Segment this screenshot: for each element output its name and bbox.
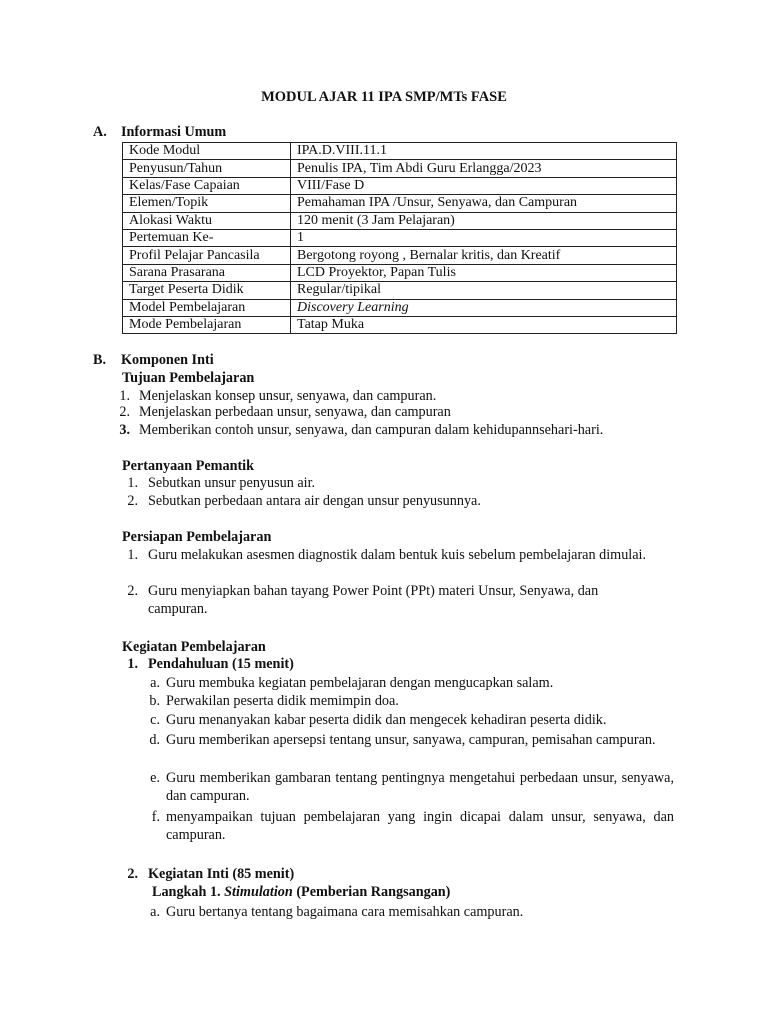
table-key: Mode Pembelajaran	[123, 316, 291, 333]
table-value: IPA.D.VIII.11.1	[291, 143, 677, 160]
table-row	[123, 229, 677, 246]
persiapan-heading: Persiapan Pembelajaran	[122, 529, 272, 545]
table-key: Kode Modul	[123, 143, 291, 160]
table-row	[123, 160, 677, 177]
list-text: Sebutkan perbedaan antara air dengan unsur penyusunnya.	[148, 493, 481, 509]
list-text: Perwakilan peserta didik memimpin doa.	[166, 693, 399, 709]
table-key: Penyusun/Tahun	[123, 160, 291, 177]
table-key: Alokasi Waktu	[123, 212, 291, 229]
table-key: Sarana Prasarana	[123, 264, 291, 281]
list-text: Guru memberikan gambaran tentang pentingnya mengetahui perbedaan unsur, senyawa, dan campuran.	[166, 770, 674, 804]
list-number: 1.	[127, 475, 138, 491]
table-value: Regular/tipikal	[291, 282, 677, 299]
table-row	[123, 177, 677, 194]
section-a-letter: A.	[93, 124, 107, 140]
table-row	[123, 316, 677, 333]
list-text: Guru bertanya tentang bagaimana cara memisahkan campuran.	[166, 904, 524, 920]
pendahuluan-title: Pendahuluan (15 menit)	[148, 656, 294, 672]
list-number: 3.	[119, 422, 130, 438]
langkah-suffix: (Pemberian Rangsangan)	[296, 884, 451, 900]
langkah-heading	[152, 883, 450, 901]
table-key: Kelas/Fase Capaian	[123, 177, 291, 194]
table-value: Bergotong royong , Bernalar kritis, dan Kreatif	[291, 247, 677, 264]
list-text: menyampaikan tujuan pembelajaran yang ingin dicapai dalam unsur, senyawa, dan campuran.	[166, 809, 674, 843]
table-key: Target Peserta Didik	[123, 282, 291, 299]
table-key: Pertemuan Ke-	[123, 229, 291, 246]
table-row	[123, 143, 677, 160]
section-b-letter: B.	[93, 352, 107, 368]
inti-title: Kegiatan Inti (85 menit)	[148, 866, 295, 882]
table-key: Elemen/Topik	[123, 195, 291, 212]
table-row	[123, 264, 677, 281]
list-text: Memberikan contoh unsur, senyawa, dan campuran dalam kehidupannsehari-hari.	[139, 422, 604, 438]
table-value: VIII/Fase D	[291, 177, 677, 194]
langkah-prefix: Langkah 1.	[152, 884, 221, 900]
list-number: 1.	[119, 388, 130, 404]
list-number: 2.	[127, 583, 138, 599]
table-value: Discovery Learning	[291, 299, 677, 316]
list-letter: f.	[151, 809, 160, 825]
list-letter: a.	[150, 904, 160, 920]
table-value: 1	[291, 229, 677, 246]
list-text: Guru menanyakan kabar peserta didik dan mengecek kehadiran peserta didik.	[166, 712, 607, 728]
list-number: 1.	[127, 547, 138, 563]
document-title: MODUL AJAR 11 IPA SMP/MTs FASE	[261, 89, 507, 105]
list-number: 2.	[119, 404, 130, 420]
table-row	[123, 282, 677, 299]
table-key: Model Pembelajaran	[123, 299, 291, 316]
table-key: Profil Pelajar Pancasila	[123, 247, 291, 264]
table-value: Penulis IPA, Tim Abdi Guru Erlangga/2023	[291, 160, 677, 177]
list-text: Guru menyiapkan bahan tayang Power Point (PPt) materi Unsur, Senyawa, dan campuran.	[148, 583, 599, 617]
pemantik-heading: Pertanyaan Pemantik	[122, 458, 255, 474]
list-number: 2.	[127, 493, 138, 509]
section-a-title: Informasi Umum	[121, 124, 227, 140]
list-text: Guru memberikan apersepsi tentang unsur, sanyawa, campuran, pemisahan campuran.	[166, 732, 656, 748]
list-letter: a.	[150, 675, 160, 691]
list-letter: c.	[150, 712, 160, 728]
list-text: Menjelaskan perbedaan unsur, senyawa, dan campuran	[139, 404, 451, 420]
table-row	[123, 212, 677, 229]
list-text: Menjelaskan konsep unsur, senyawa, dan campuran.	[139, 388, 437, 404]
table-value: Pemahaman IPA /Unsur, Senyawa, dan Campuran	[291, 195, 677, 212]
list-number: 1.	[127, 656, 138, 672]
list-text: Sebutkan unsur penyusun air.	[148, 475, 316, 491]
table-value: LCD Proyektor, Papan Tulis	[291, 264, 677, 281]
section-b-title: Komponen Inti	[121, 352, 214, 368]
langkah-italic: Stimulation	[224, 884, 293, 900]
table-value: Tatap Muka	[291, 316, 677, 333]
table-row	[123, 299, 677, 316]
list-letter: b.	[149, 693, 160, 709]
info-table	[122, 142, 677, 334]
tujuan-heading: Tujuan Pembelajaran	[122, 370, 255, 386]
table-row	[123, 195, 677, 212]
table-value: 120 menit (3 Jam Pelajaran)	[291, 212, 677, 229]
list-letter: e.	[150, 770, 160, 786]
table-row	[123, 247, 677, 264]
kegiatan-heading: Kegiatan Pembelajaran	[122, 639, 266, 655]
list-text: Guru melakukan asesmen diagnostik dalam bentuk kuis sebelum pembelajaran dimulai.	[148, 547, 647, 563]
list-text: Guru membuka kegiatan pembelajaran dengan mengucapkan salam.	[166, 675, 554, 691]
list-letter: d.	[149, 732, 160, 748]
list-number: 2.	[127, 866, 138, 882]
